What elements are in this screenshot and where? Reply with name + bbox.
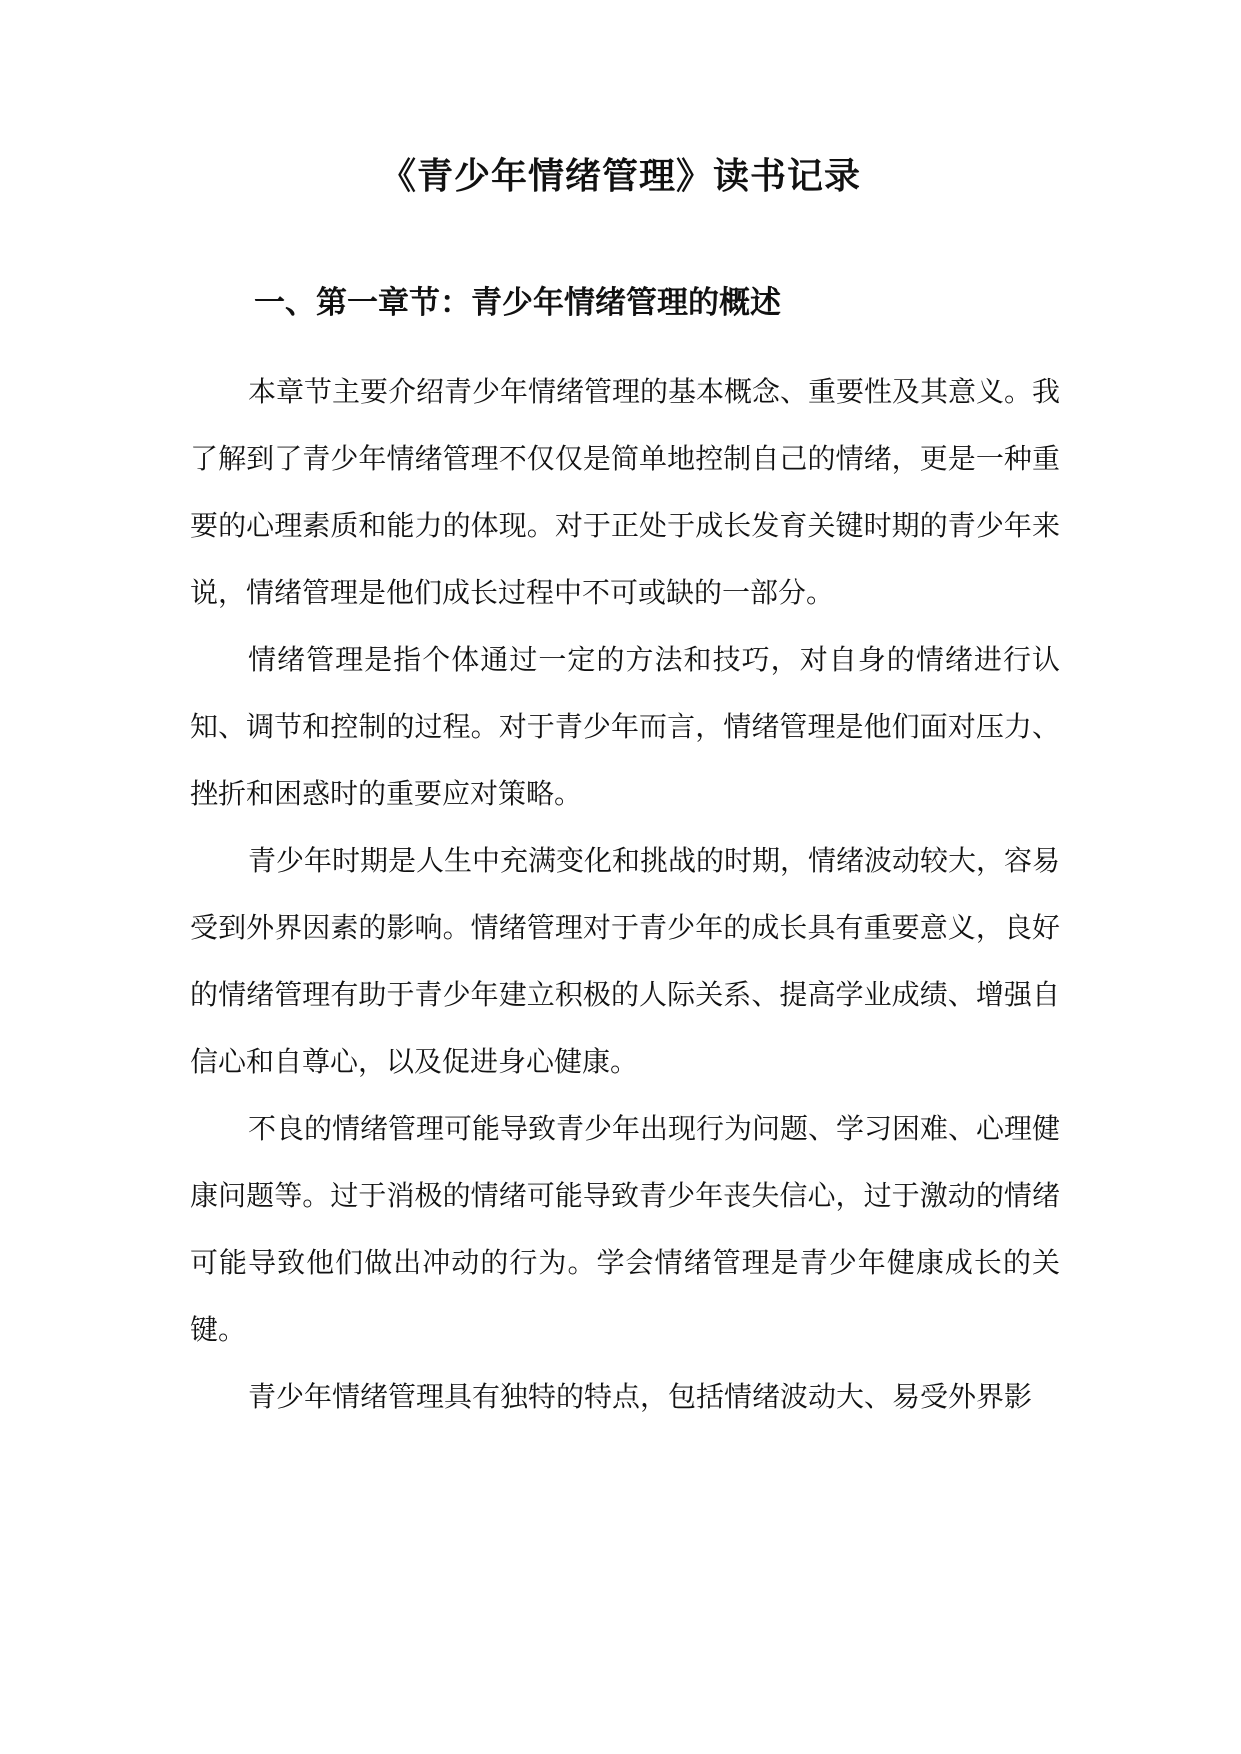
paragraph-3: 青少年时期是人生中充满变化和挑战的时期，情绪波动较大，容易受到外界因素的影响。情绪管理对于青少年的成长具有重要意义，良好的情绪管理有助于青少年建立积极的人际关系、提高学业成绩、增强自信心和自尊心，以及促进身心健康。 — [190, 844, 1061, 1078]
paragraph-1: 本章节主要介绍青少年情绪管理的基本概念、重要性及其意义。我了解到了青少年情绪管理不仅仅是简单地控制自己的情绪，更是一种重要的心理素质和能力的体现。对于正处于成长发育关键时期的青少年来说，情绪管理是他们成长过程中不可或缺的一部分。 — [190, 375, 1061, 609]
paragraph-2: 情绪管理是指个体通过一定的方法和技巧，对自身的情绪进行认知、调节和控制的过程。对于青少年而言，情绪管理是他们面对压力、挫折和困惑时的重要应对策略。 — [190, 643, 1060, 810]
paragraph-5: 青少年情绪管理具有独特的特点，包括情绪波动大、易受外界影 — [248, 1380, 1033, 1413]
paragraph-4: 不良的情绪管理可能导致青少年出现行为问题、学习困难、心理健康问题等。过于消极的情绪可能导致青少年丧失信心，过于激动的情绪可能导致他们做出冲动的行为。学会情绪管理是青少年健康成长的关键。 — [190, 1112, 1061, 1346]
body-text — [190, 358, 1060, 1430]
section-heading: 一、第一章节：青少年情绪管理的概述 — [254, 285, 781, 321]
document-title: 《青少年情绪管理》读书记录 — [379, 155, 861, 197]
